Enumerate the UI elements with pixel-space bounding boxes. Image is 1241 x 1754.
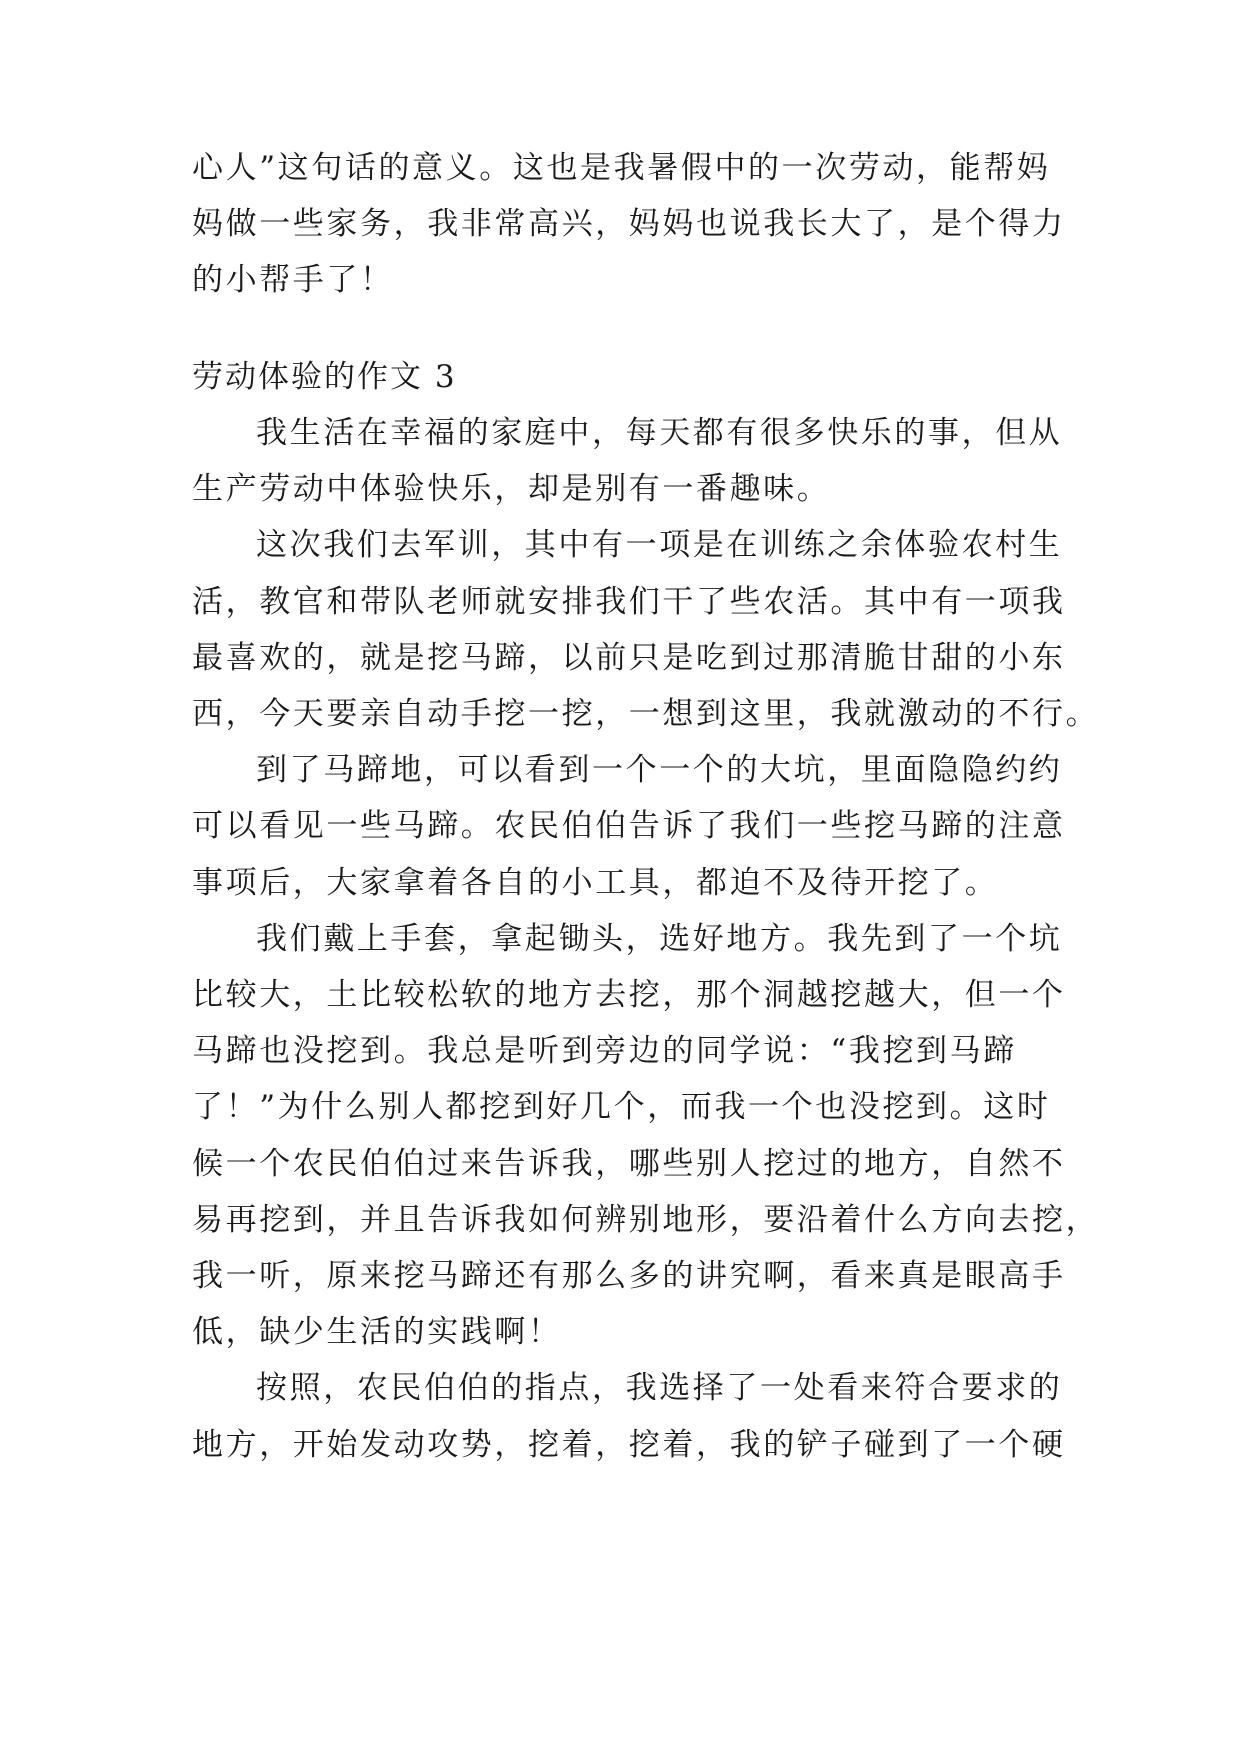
intro-line-1: 心人”这句话的意义。这也是我暑假中的一次劳动，能帮妈: [192, 150, 1051, 186]
paragraph-1-line-1: 我生活在幸福的家庭中，每天都有很多快乐的事，但从: [256, 415, 1063, 451]
paragraph-5-line-2: 地方，开始发动攻势，挖着，挖着，我的铲子碰到了一个硬: [192, 1427, 1066, 1463]
intro-line-2: 妈做一些家务，我非常高兴，妈妈也说我长大了，是个得力: [192, 206, 1066, 242]
paragraph-4-line-8: 低，缺少生活的实践啊！: [192, 1314, 562, 1350]
section-title: 劳动体验的作文 3: [192, 359, 457, 395]
paragraph-2-line-3: 最喜欢的，就是挖马蹄，以前只是吃到过那清脆甘甜的小东: [192, 640, 1066, 676]
paragraph-2-line-1: 这次我们去军训，其中有一项是在训练之余体验农村生: [256, 527, 1063, 563]
paragraph-4-line-3: 马蹄也没挖到。我总是听到旁边的同学说：“我挖到马蹄: [192, 1033, 1017, 1069]
paragraph-4-line-5: 候一个农民伯伯过来告诉我，哪些别人挖过的地方，自然不: [192, 1146, 1066, 1182]
paragraph-4-line-2: 比较大，土比较松软的地方去挖，那个洞越挖越大，但一个: [192, 977, 1066, 1013]
paragraph-2-line-2: 活，教官和带队老师就安排我们干了些农活。其中有一项我: [192, 584, 1066, 620]
paragraph-2-line-4: 西，今天要亲自动手挖一挖，一想到这里，我就激动的不行。: [192, 696, 1100, 732]
paragraph-4-line-6: 易再挖到，并且告诉我如何辨别地形，要沿着什么方向去挖，: [192, 1202, 1100, 1238]
paragraph-4-line-7: 我一听，原来挖马蹄还有那么多的讲究啊，看来真是眼高手: [192, 1258, 1066, 1294]
intro-line-3: 的小帮手了！: [192, 262, 394, 298]
paragraph-3-line-3: 事项后，大家拿着各自的小工具，都迫不及待开挖了。: [192, 865, 999, 901]
paragraph-4-line-1: 我们戴上手套，拿起锄头，选好地方。我先到了一个坑: [256, 921, 1063, 957]
paragraph-3-line-1: 到了马蹄地，可以看到一个一个的大坑，里面隐隐约约: [256, 752, 1063, 788]
paragraph-3-line-2: 可以看见一些马蹄。农民伯伯告诉了我们一些挖马蹄的注意: [192, 808, 1066, 844]
paragraph-1-line-2: 生产劳动中体验快乐，却是别有一番趣味。: [192, 471, 831, 507]
paragraph-5-line-1: 按照，农民伯伯的指点，我选择了一处看来符合要求的: [256, 1370, 1063, 1406]
paragraph-4-line-4: 了！”为什么别人都挖到好几个，而我一个也没挖到。这时: [192, 1089, 1051, 1125]
